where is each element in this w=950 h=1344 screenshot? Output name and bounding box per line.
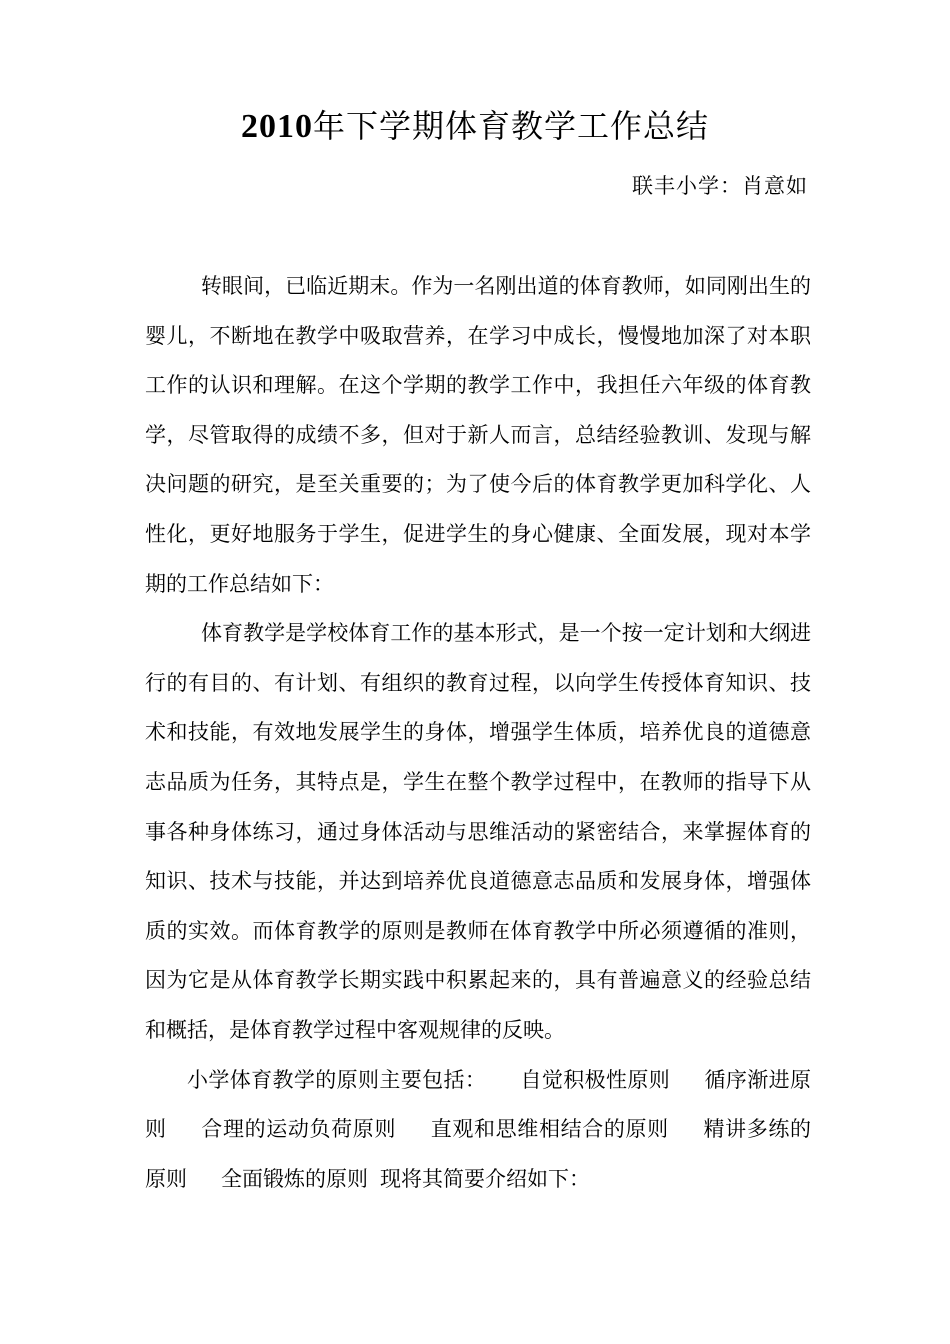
paragraph-principles <box>145 1056 811 1205</box>
principle-item: 全面锻炼的原则 <box>221 1166 368 1191</box>
principles-outro: 现将其简要介绍如下： <box>380 1166 590 1191</box>
principles-intro: 小学体育教学的原则主要包括： <box>187 1067 487 1092</box>
principle-item: 循序渐进原则 <box>145 1067 812 1142</box>
paragraph-teaching: 体育教学是学校体育工作的基本形式，是一个按一定计划和大纲进行的有目的、有计划、有组织的教育过程，以向学生传授体育知识、技术和技能，有效地发展学生的身体，增强学生体质，培养优良的道德意志品质为任务，其特点是，学生在整个教学过程中，在教师的指导下从事各种身体练习，通过身体活动与思维活动的紧密结合，来掌握体育的知识、技术与技能，并达到培养优良道德意志品质和发展身体，增强体质的实效。而体育教学的原则是教师在体育教学中所必须遵循的准则，因为它是从体育教学长期实践中积累起来的，具有普遍意义的经验总结和概括，是体育教学过程中客观规律的反映。 <box>145 621 811 1042</box>
principle-item: 合理的运动负荷原则 <box>200 1117 397 1142</box>
principle-item: 精讲多练的原则 <box>145 1117 812 1191</box>
paragraph-intro: 转眼间，已临近期末。作为一名刚出道的体育教师，如同刚出生的婴儿，不断地在教学中吸取营养，在学习中成长，慢慢地加深了对本职工作的认识和理解。在这个学期的教学工作中，我担任六年级的体育教学，尽管取得的成绩不多，但对于新人而言，总结经验教训、发现与解决问题的研究，是至关重要的；为了使今后的体育教学更加科学化、人性化，更好地服务于学生，促进学生的身心健康、全面发展，现对本学期的工作总结如下： <box>145 274 811 596</box>
principle-item: 自觉积极性原则 <box>520 1067 671 1092</box>
principle-item: 直观和思维相结合的原则 <box>430 1117 669 1142</box>
document-title <box>0 100 950 153</box>
author-line: 联丰小学：肖意如 <box>632 174 808 198</box>
title-text: 年下学期体育教学工作总结 <box>312 107 709 145</box>
title-year: 2010 <box>240 108 313 145</box>
document-body <box>145 262 811 1204</box>
